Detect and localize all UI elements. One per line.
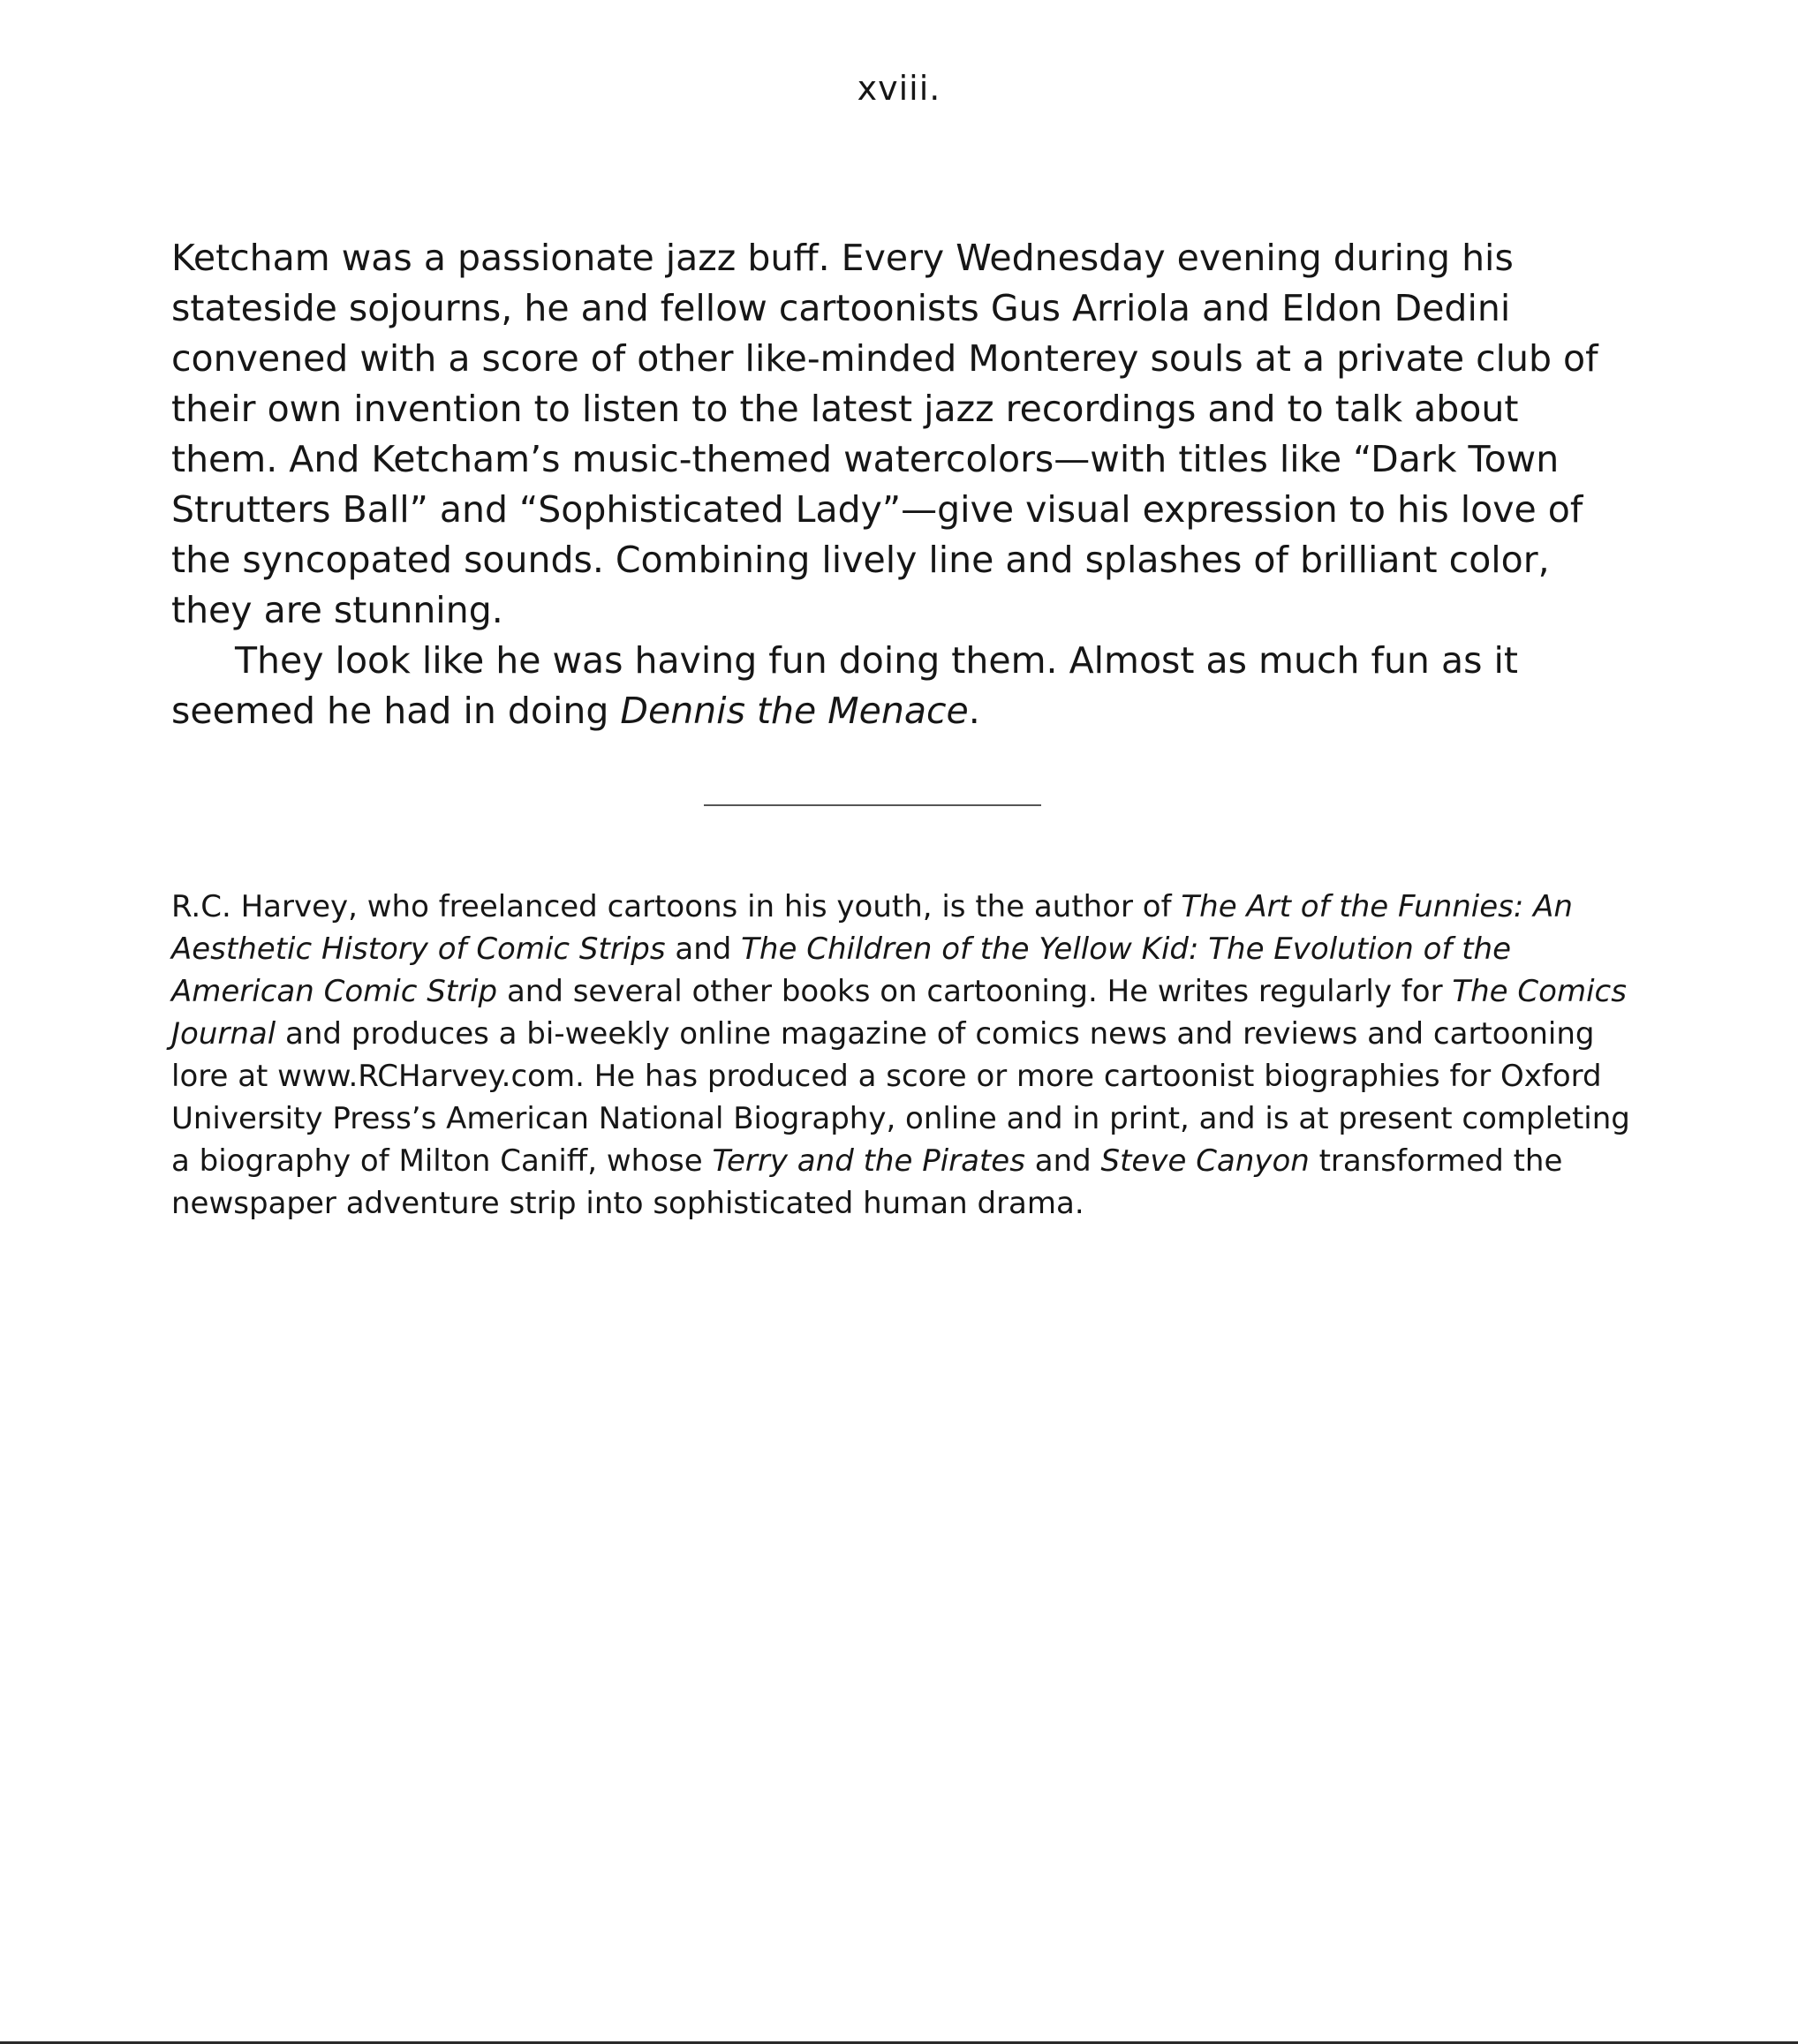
bio-title-comics-journal: The Comics Journal [171, 974, 1627, 1052]
bio-title-art-of-funnies: The Art of the Funnies: An Aesthetic History of Comic Strips [171, 889, 1573, 967]
paragraph-fun-end: . [968, 690, 980, 732]
paragraph-fun-text: They look like he was having fun doing them. Almost as much fun as it seemed he had in doing [171, 639, 1518, 732]
bio-text-3: and several other books on cartooning. He writes regularly for [497, 974, 1453, 1009]
author-bio [171, 886, 1637, 1225]
bio-text-4: and produces a bi-weekly online magazine of comics news and reviews and cartooning lore at www.RCHarvey.com. He has produced a score or more cartoonist biographies for Oxford University Press’s American National Biography, online and in print, and is at present completing a biography of Milton Caniff, whose [171, 1016, 1630, 1179]
paragraph-jazz: Ketcham was a passionate jazz buff. Every Wednesday evening during his stateside sojourns, he and fellow cartoonists Gus Arriola and Eldon Dedini convened with a score of other like-minded Monterey souls at a private club of their own invention to listen to the latest jazz recordings and to talk about them. And Ketcham’s music-themed watercolors—with titles like “Dark Town Strutters Ball” and “Sophisticated Lady”—give visual expression to his love of the syncopated sounds. Combining lively line and splashes of brilliant color, they are stunning. [171, 237, 1598, 631]
bio-title-terry-pirates: Terry and the Pirates [712, 1143, 1025, 1179]
paragraph-fun [171, 636, 1620, 736]
bio-text-2: and [665, 931, 742, 967]
bio-text-5: and [1024, 1143, 1101, 1179]
bio-text-1: R.C. Harvey, who freelanced cartoons in his youth, is the author of [171, 889, 1182, 924]
bio-text-6: transformed the newspaper adventure strip into sophisticated human drama. [171, 1143, 1563, 1221]
title-dennis-the-menace: Dennis the Menace [620, 690, 969, 732]
bio-title-steve-canyon: Steve Canyon [1100, 1143, 1310, 1179]
page-number: xviii. [857, 69, 941, 108]
main-text [171, 233, 1620, 736]
section-divider [704, 804, 1041, 806]
bio-title-children-yellow-kid: The Children of the Yellow Kid: The Evolution of the American Comic Strip [171, 931, 1512, 1009]
